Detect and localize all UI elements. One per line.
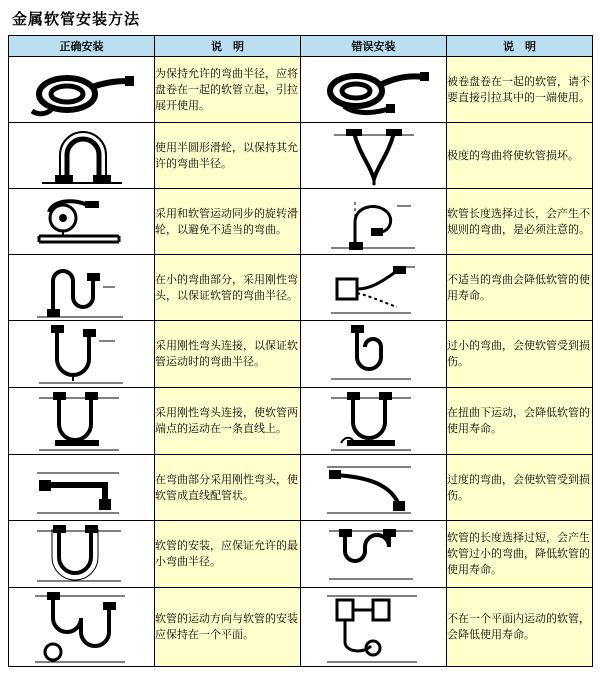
table-header-row [9,36,593,57]
rigid-elbow-connection-correct-icon [9,321,155,388]
table-row [9,388,593,455]
page-title: 金属软管安装方法 [12,10,141,28]
desc-correct: 采用刚性弯头连接，使软管两端点的运动在一条直线上。 [155,388,301,455]
coiled-hose-wrong-icon [301,57,447,123]
desc-wrong: 被卷盘卷在一起的软管，请不要直接引拉其中的一端使用。 [447,57,593,123]
desc-correct: 在小的弯曲部分，采用刚性弯头，以保证软管的弯曲半径。 [155,255,301,321]
too-small-bend-wrong-icon [301,321,447,388]
table-row [9,57,593,123]
out-of-plane-motion-wrong-icon [301,588,447,667]
desc-correct: 采用和软管运动同步的旋转滑轮，以避免不适当的弯曲。 [155,189,301,255]
desc-correct: 采用刚性弯头连接，以保证软管运动时的弯曲半径。 [155,321,301,388]
table-row [9,521,593,588]
desc-wrong: 在扭曲下运动，会降低软管的使用寿命。 [447,388,593,455]
desc-correct: 在弯曲部分采用刚性弯头，使软管成直线配管状。 [155,455,301,521]
straight-piping-elbow-correct-icon [9,455,155,521]
table-row [9,123,593,189]
header-correct-desc: 说 明 [155,36,301,57]
desc-correct: 使用半圆形滑轮，以保持其允许的弯曲半径。 [155,123,301,189]
desc-correct: 为保持允许的弯曲半径，应将盘卷在一起的软管立起，引拉展开使用。 [155,57,301,123]
sharp-bend-wrong-icon [301,123,447,189]
table-row [9,321,593,388]
straight-line-motion-correct-icon [9,388,155,455]
table-row [9,189,593,255]
sync-rotating-pulley-correct-icon [9,189,155,255]
desc-wrong: 不在一个平面内运动的软管，会降低使用寿命。 [447,588,593,667]
header-wrong-desc: 说 明 [447,36,593,57]
same-plane-motion-correct-icon [9,588,155,667]
desc-wrong: 过小的弯曲，会使软管受到损伤。 [447,321,593,388]
table-row [9,588,593,667]
coiled-hose-correct-icon [9,57,155,123]
table-row [9,455,593,521]
desc-wrong: 软管的长度选择过短，会产生软管过小的弯曲，降低软管的使用寿命。 [447,521,593,588]
header-wrong-install: 错误安装 [301,36,447,57]
too-long-hose-wrong-icon [301,189,447,255]
semicircle-pulley-correct-icon [9,123,155,189]
desc-wrong: 软管长度选择过长，会产生不规则的弯曲，是必须注意的。 [447,189,593,255]
too-long-small-bend-wrong-icon [301,521,447,588]
improper-bend-wrong-icon [301,255,447,321]
desc-wrong: 极度的弯曲将使软管损坏。 [447,123,593,189]
rigid-bend-small-radius-correct-icon [9,255,155,321]
desc-wrong: 不适当的弯曲会降低软管的使用寿命。 [447,255,593,321]
desc-correct: 软管的运动方向与软管的安装应保持在一个平面。 [155,588,301,667]
excessive-bend-wrong-icon [301,455,447,521]
installation-methods-table [8,35,593,667]
twist-motion-wrong-icon [301,388,447,455]
table-row [9,255,593,321]
desc-wrong: 过度的弯曲，会使软管受到损伤。 [447,455,593,521]
min-bend-radius-correct-icon [9,521,155,588]
header-correct-install: 正确安装 [9,36,155,57]
desc-correct: 软管的安装，应保证允许的最小弯曲半径。 [155,521,301,588]
